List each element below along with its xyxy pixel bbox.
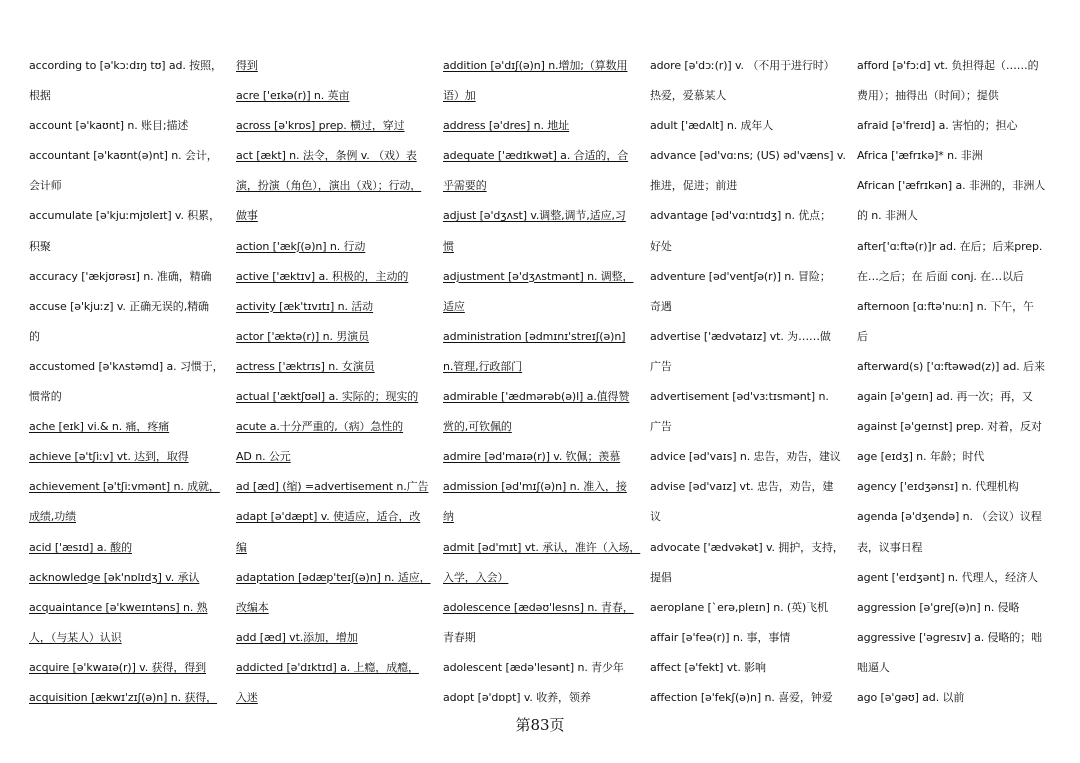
vocab-line: accustomed [ə'kʌstəmd] a. 习惯于， [29, 359, 224, 373]
vocab-line: account [ə'kaʊnt] n. 账目;描述 [29, 119, 189, 133]
vocab-line: 赏的,可钦佩的 [443, 420, 512, 434]
vocab-line: acquaintance [ə'kweɪntəns] n. 熟 [29, 600, 208, 614]
vocab-line: admire [əd'maɪə(r)] v. 钦佩；羡慕 [443, 450, 621, 464]
vocab-line: 改编本 [236, 600, 269, 614]
vocab-line: acquisition [ækwɪ'zɪʃ(ə)n] n. 获得， [29, 690, 218, 704]
vocab-line: active ['æktɪv] a. 积极的，主动的 [236, 269, 409, 283]
vocab-line: 根据 [29, 89, 51, 103]
column-1 [29, 51, 227, 713]
vocab-line: advocate ['ædvəkət] v. 拥护，支持， [650, 540, 844, 554]
vocab-line: advantage [əd'vɑːntɪdʒ] n. 优点； [650, 209, 831, 223]
vocab-line: 表，议事日程 [857, 540, 923, 554]
vocab-line: acquire [ə'kwaɪə(r)] v. 获得，得到 [29, 660, 207, 674]
page-number: 第83页 [515, 716, 565, 734]
vocab-line: ago [ə'gəʊ] ad. 以前 [857, 690, 965, 704]
vocab-line: 得到 [236, 59, 258, 72]
vocab-line: ache [eɪk] vi.& n. 痛，疼痛 [29, 420, 170, 434]
vocab-line: acre ['eɪkə(r)] n. 英亩 [236, 89, 350, 103]
vocabulary-columns [29, 51, 1055, 713]
vocab-line: accumulate [ə'kjuːmjʊleɪt] v. 积累， [29, 209, 220, 223]
vocab-line: afterward(s) ['ɑːftəwəd(z)] ad. 后来 [857, 359, 1045, 373]
vocab-line: age [eɪdʒ] n. 年龄；时代 [857, 450, 985, 464]
vocab-line: 成绩,功绩 [29, 510, 76, 524]
vocab-line: advice [əd'vaɪs] n. 忠告，劝告，建议 [650, 450, 841, 464]
vocab-line: achievement [ə'tʃiːvmənt] n. 成就， [29, 480, 220, 494]
vocab-line: n.管理,行政部门 [443, 359, 523, 373]
vocab-line: 咄逼人 [857, 660, 890, 674]
vocab-line: achieve [ə'tʃiːv] vt. 达到，取得 [29, 450, 189, 464]
vocab-line: action ['ækʃ(ə)n] n. 行动 [236, 239, 366, 253]
vocab-line: 适应 [443, 299, 465, 313]
vocab-line: 惯 [443, 239, 454, 253]
vocab-line: 好处 [650, 239, 672, 253]
vocab-line: AD n. 公元 [236, 450, 291, 464]
vocab-line: adaptation [ədæp'teɪʃ(ə)n] n. 适应， [236, 570, 431, 584]
vocab-line: 推进，促进；前进 [650, 179, 738, 193]
vocab-line: aeroplane [`erə,pleɪn] n. (英)飞机 [650, 600, 828, 614]
vocab-line: 广告 [650, 420, 672, 434]
vocab-line: adequate ['ædɪkwət] a. 合适的，合 [443, 149, 629, 163]
vocab-line: actor ['æktə(r)] n. 男演员 [236, 329, 369, 343]
vocab-line: accuse [ə'kjuːz] v. 正确无误的,精确 [29, 299, 209, 313]
vocab-line: adopt [ə'dɒpt] v. 收养，领养 [443, 690, 591, 704]
vocab-line: accountant [ə'kaʊnt(ə)nt] n. 会计， [29, 149, 218, 163]
vocab-line: add [æd] vt.添加，增加 [236, 630, 358, 644]
vocab-line: 人，（与某人）认识 [29, 630, 122, 644]
vocab-line: addition [ə'dɪʃ(ə)n] n.增加;（算数用 [443, 59, 628, 72]
vocab-line: activity [æk'tɪvɪtɪ] n. 活动 [236, 299, 374, 313]
vocab-line: 青春期 [443, 630, 476, 644]
vocab-line: adolescence [ædəʊ'lesns] n. 青春， [443, 600, 634, 614]
vocab-line: ad [æd] (缩) =advertisement n.广告 [236, 480, 429, 494]
vocab-line: accuracy ['ækjʊrəsɪ] n. 准确，精确 [29, 269, 212, 283]
vocab-line: advertisement [əd'vɜːtɪsmənt] n. [650, 390, 829, 404]
vocab-line: address [ə'dres] n. 地址 [443, 119, 570, 133]
vocab-line: 纳 [443, 510, 454, 524]
vocab-line: adjustment [ə'dʒʌstmənt] n. 调整， [443, 269, 634, 283]
vocab-line: adult ['ædʌlt] n. 成年人 [650, 119, 774, 133]
vocab-line: 入学，入会） [443, 570, 509, 584]
vocab-line: act [ækt] n. 法令，条例 v. （戏）表 [236, 149, 417, 163]
vocab-line: after['ɑːftə(r)]r ad. 在后；后来prep. [857, 239, 1043, 253]
vocab-line: adore [ə'dɔː(r)] v. （不用于进行时） [650, 59, 835, 72]
vocab-line: Africa ['æfrɪkə]* n. 非洲 [857, 149, 983, 163]
column-2 [236, 51, 434, 713]
vocab-line: 费用）；抽得出（时间）；提供 [857, 89, 999, 103]
vocab-line: advise [əd'vaɪz] vt. 忠告，劝告，建 [650, 480, 834, 494]
vocab-line: affect [ə'fekt] vt. 影响 [650, 660, 766, 674]
column-5 [857, 51, 1055, 713]
vocab-line: affection [ə'fekʃ(ə)n] n. 喜爱，钟爱 [650, 690, 833, 704]
vocab-line: afford [ə'fɔːd] vt. 负担得起（……的 [857, 59, 1039, 72]
column-4 [650, 51, 848, 713]
vocab-line: afternoon [ɑːftə'nuːn] n. 下午，午 [857, 299, 1034, 313]
vocab-line: 做事 [236, 209, 258, 223]
vocab-line: acute a.十分严重的,（病）急性的 [236, 420, 404, 434]
vocab-line: adjust [ə'dʒʌst] v.调整,调节,适应,习 [443, 209, 626, 223]
vocab-line: again [ə'geɪn] ad. 再一次；再，又 [857, 390, 1033, 404]
vocab-line: 语）加 [443, 89, 476, 103]
vocab-line: 入迷 [236, 690, 258, 704]
vocab-line: administration [ədmɪnɪ'streɪʃ(ə)n] [443, 329, 626, 343]
vocab-line: advertise ['ædvətaɪz] vt. 为……做 [650, 329, 831, 343]
vocab-line: 热爱，爱慕某人 [650, 89, 727, 103]
vocab-line: afraid [ə'freɪd] a. 害怕的；担心 [857, 119, 1018, 133]
vocab-line: aggressive ['əgresɪv] a. 侵略的；咄 [857, 630, 1043, 644]
vocab-line: addicted [ə'dɪktɪd] a. 上瘾，成瘾， [236, 660, 419, 674]
vocab-line: across [ə'krɒs] prep. 横过，穿过 [236, 119, 405, 133]
vocab-line: affair [ə'feə(r)] n. 事，事情 [650, 630, 791, 644]
vocab-line: acknowledge [ək'nɒlɪdʒ] v. 承认 [29, 570, 200, 584]
vocab-line: agent ['eɪdʒənt] n. 代理人，经济人 [857, 570, 1038, 584]
vocab-line: adolescent [ædə'lesənt] n. 青少年 [443, 660, 624, 674]
vocab-line: 积聚 [29, 239, 51, 253]
vocab-line: 惯常的 [29, 390, 62, 404]
vocab-line: 的 n. 非洲人 [857, 209, 918, 223]
vocab-line: admit [əd'mɪt] vt. 承认，准许（入场， [443, 540, 641, 554]
vocab-line: 编 [236, 540, 247, 554]
vocab-line: actress ['æktrɪs] n. 女演员 [236, 359, 375, 373]
vocab-line: agency ['eɪdʒənsɪ] n. 代理机构 [857, 480, 1019, 494]
vocab-line: 演，扮演（角色），演出（戏）；行动， [236, 179, 422, 193]
vocab-line: 议 [650, 510, 661, 524]
vocab-line: 的 [29, 329, 40, 343]
vocab-line: according to [ə'kɔːdɪŋ tʊ] ad. 按照， [29, 59, 222, 72]
column-3 [443, 51, 641, 713]
vocab-line: adapt [ə'dæpt] v. 使适应，适合，改 [236, 510, 421, 524]
vocab-line: adventure [əd'ventʃə(r)] n. 冒险； [650, 269, 831, 283]
vocab-line: 会计师 [29, 179, 62, 193]
vocab-line: 提倡 [650, 570, 672, 584]
vocab-line: 乎需要的 [443, 179, 487, 193]
vocab-line: admission [əd'mɪʃ(ə)n] n. 准入，接 [443, 480, 627, 494]
vocab-line: 奇遇 [650, 299, 672, 313]
vocab-line: 在…之后；在 后面 conj. 在…以后 [857, 269, 1024, 283]
vocab-line: 广告 [650, 359, 672, 373]
vocab-line: acid ['æsɪd] a. 酸的 [29, 540, 132, 554]
vocab-line: African ['æfrɪkən] a. 非洲的，非洲人 [857, 179, 1046, 193]
vocab-line: agenda [ə'dʒendə] n. （会议）议程 [857, 510, 1042, 524]
vocab-line: actual ['æktʃʊəl] a. 实际的；现实的 [236, 390, 419, 404]
vocab-line: admirable ['ædmərəb(ə)l] a.值得赞 [443, 390, 630, 404]
vocab-line: aggression [ə'greʃ(ə)n] n. 侵略 [857, 600, 1020, 614]
vocab-line: advance [əd'vɑːns; (US) əd'væns] v. [650, 149, 846, 163]
vocab-line: 后 [857, 329, 868, 343]
vocab-line: against [ə'geɪnst] prep. 对着，反对 [857, 420, 1042, 434]
